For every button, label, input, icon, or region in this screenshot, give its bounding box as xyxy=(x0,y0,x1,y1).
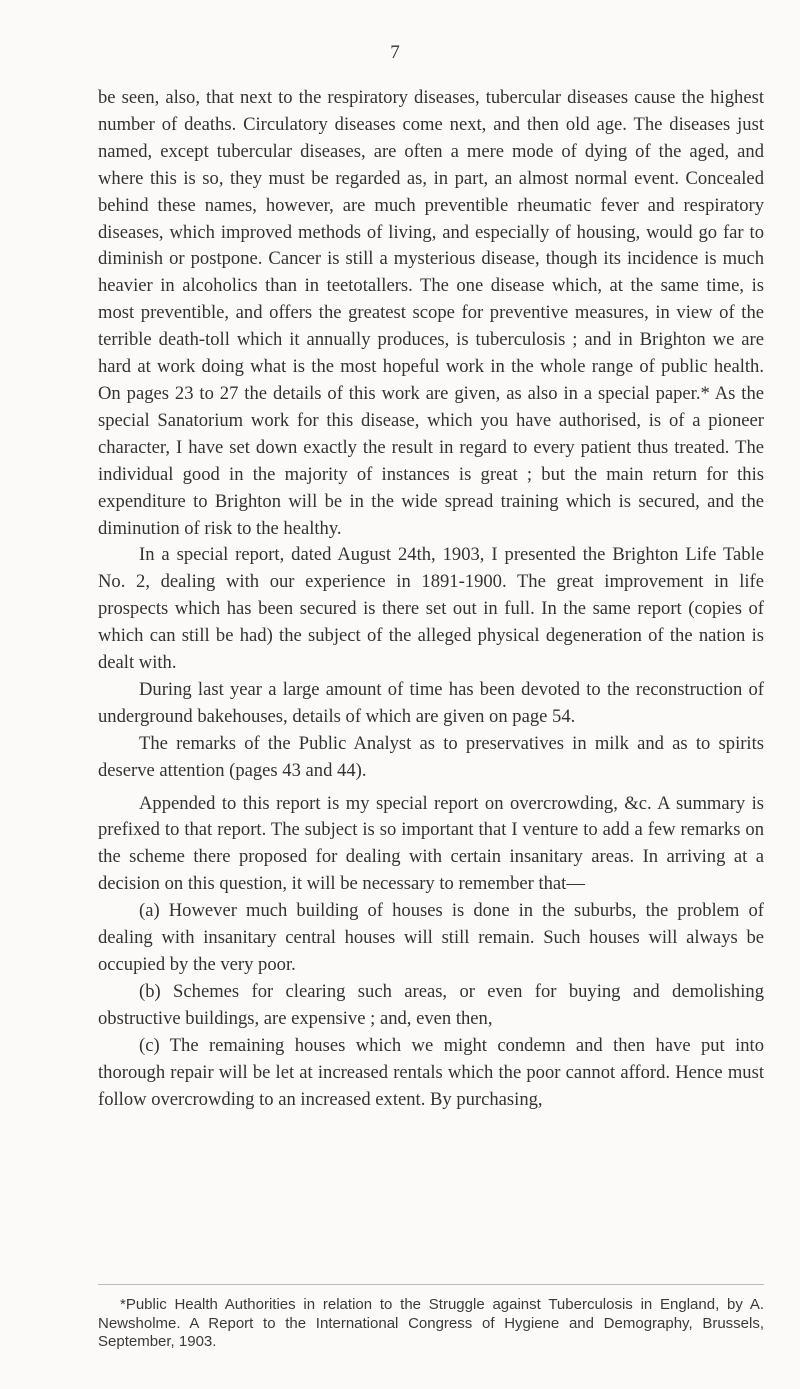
footnote-rule xyxy=(98,1284,764,1285)
page-number: 7 xyxy=(390,42,400,63)
body-text xyxy=(98,85,764,1113)
paragraph-4: The remarks of the Public Analyst as to preservatives in milk and as to spirits deserve attention (pages 43 and 44). xyxy=(98,732,764,781)
paragraph-2: In a special report, dated August 24th, 1903, I presented the Brighton Life Table No. 2, dealing with our experience in 1891-1900. The great improvement in life prospects which has been secured is there set out in full. In the same report (copies of which can still be had) the subject of the alleged physical degeneration of the nation is dealt with. xyxy=(98,544,764,674)
paragraph-7: (b) Schemes for clearing such areas, or even for buying and demolishing obstructive buildings, are expensive ; and, even then, xyxy=(98,980,764,1029)
paragraph-1: be seen, also, that next to the respiratory diseases, tubercular diseases cause the highest number of deaths. Circulatory diseases come next, and then old age. The diseases just named, except tubercular diseases, are often a mere mode of dying of the aged, and where this is so, they must be regarded as, in part, an almost normal event. Concealed behind these names, however, are much preventible rheumatic fever and respiratory diseases, which improved methods of living, and especially of housing, would go far to diminish or postpone. Cancer is still a mysterious disease, though its incidence is much heavier in alcoholics than in teetotallers. The one disease which, at the same time, is most preventible, and offers the greatest scope for preventive measures, in view of the terrible death-toll which it annually produces, is tuberculosis ; and in Brighton we are hard at work doing what is the most hopeful work in the whole range of public health. On pages 23 to 27 the details of this work are given, as also in a special paper.* As the special Sanatorium work for this disease, which you have authorised, is of a pioneer character, I have set down exactly the result in regard to every patient thus treated. The individual good in the majority of instances is great ; but the main return for this expenditure to Brighton will be in the wide spread training which is secured, and the diminution of risk to the healthy. xyxy=(98,87,764,539)
paragraph-8: (c) The remaining houses which we might condemn and then have put into thorough repair will be let at increased rentals which the poor cannot afford. Hence must follow overcrowding to an increased extent. By purchasing, xyxy=(98,1034,764,1110)
paragraph-6: (a) However much building of houses is done in the suburbs, the problem of dealing with insanitary central houses will still remain. Such houses will always be occupied by the very poor. xyxy=(98,900,764,975)
paragraph-5: Appended to this report is my special report on overcrowding, &c. A summary is prefixed to that report. The subject is so important that I venture to add a few remarks on the scheme there proposed for dealing with certain insanitary areas. In arriving at a decision on this question, it will be necessary to remember that— xyxy=(98,792,764,895)
footnote: *Public Health Authorities in relation to the Struggle against Tuberculosis in England, by A. Newsholme. A Report to the International Congress of Hygiene and Demography, Brussels, September, 1903. xyxy=(98,1296,764,1350)
paragraph-3: During last year a large amount of time has been devoted to the reconstruction of underground bakehouses, details of which are given on page 54. xyxy=(98,678,764,727)
